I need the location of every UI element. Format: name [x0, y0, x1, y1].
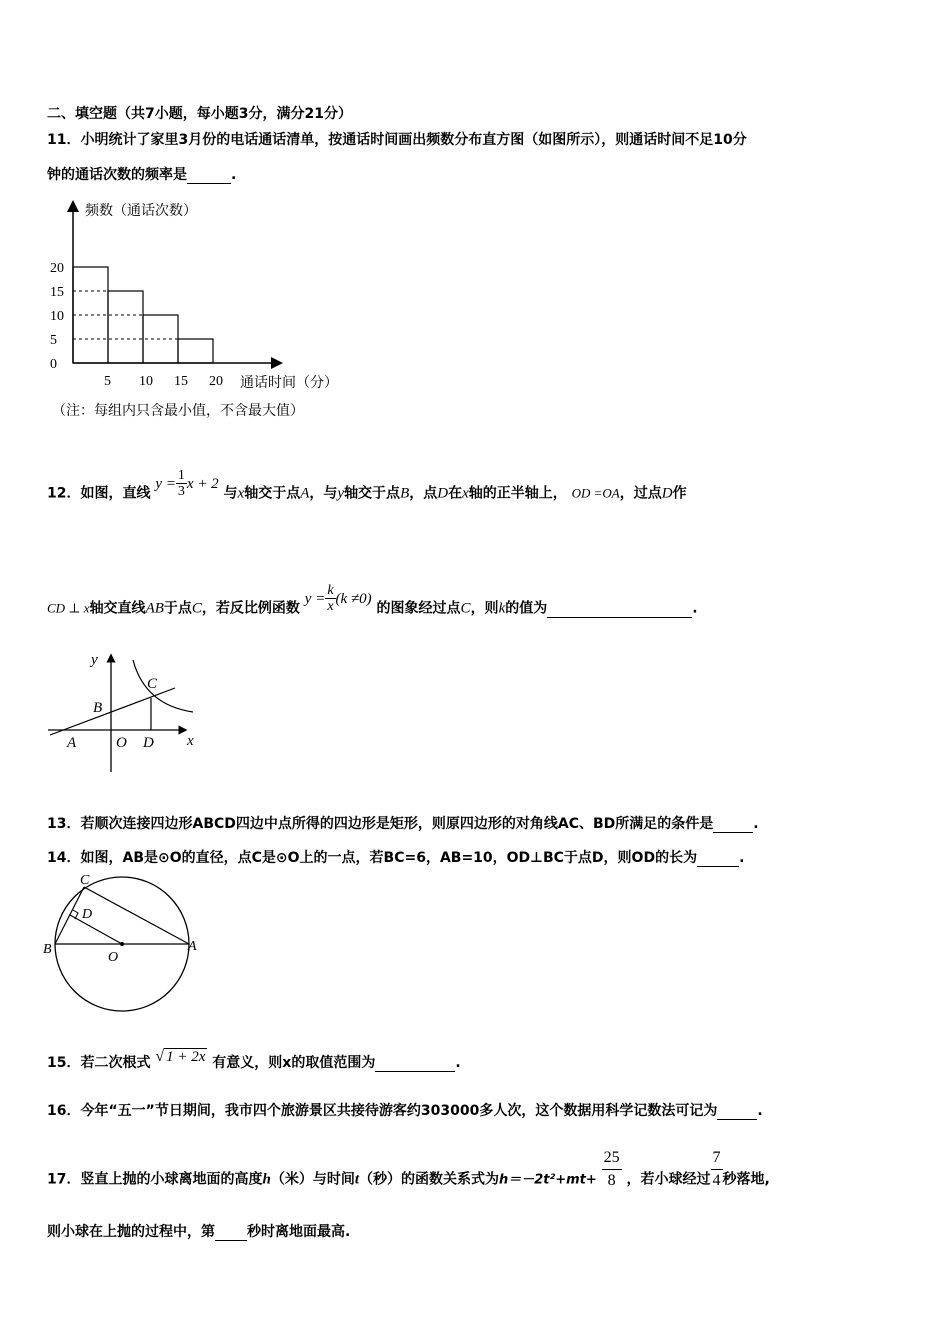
- x-tick-20: 20: [209, 374, 223, 389]
- x-axis-label: 通话时间（分）: [240, 376, 338, 391]
- y-axis-label: 频数（通话次数）: [85, 204, 197, 219]
- q14-center-dot: [120, 942, 124, 946]
- q12-label-b: B: [93, 700, 103, 716]
- q12-inverse-fraction: $\frac{k}{x}$: [327, 583, 334, 614]
- histogram-bar-0-5: [73, 267, 108, 363]
- q14-label-c: C: [80, 873, 90, 888]
- q15-answer-blank[interactable]: [375, 1055, 455, 1072]
- y-tick-0: 0: [50, 357, 57, 372]
- q14-label-d: D: [82, 907, 93, 922]
- q12-eq-y: y =: [155, 475, 176, 492]
- q12-label-y: y: [91, 652, 98, 668]
- y-tick-5: 5: [50, 333, 57, 348]
- histogram-bar-10-15: [143, 315, 178, 363]
- q11-chart-note: （注：每组内只含最小值，不含最大值）: [52, 403, 304, 419]
- histogram-bar-15-20: [178, 339, 213, 363]
- x-tick-15: 15: [174, 374, 188, 389]
- q12-line2: CD ⊥ x轴交直线AB于点C，若反比例函数 y = $\frac{k}{x}$ (k ≠0) 的图象经过点C，则k的值为 .: [47, 583, 698, 617]
- q12-label-x: x: [187, 733, 194, 749]
- q14-label-a: A: [188, 939, 197, 954]
- q17-line1: 17．竖直上抛的小球离地面的高度h（米）与时间t（秒）的函数关系式为h＝－2t²+mt+ $\frac{25}{8}$ ，若小球经过 $\frac{7}{4}$ 秒落地,: [47, 1157, 770, 1202]
- q14-figure: [42, 872, 202, 1012]
- q11-line2: [47, 164, 236, 184]
- q13-line: 13．若顺次连接四边形ABCD四边中点所得的四边形是矩形，则原四边形的对角线AC、BD所满足的条件是 .: [47, 816, 759, 832]
- q12-label-a: A: [67, 735, 77, 751]
- q11-line2-text: 钟的通话次数的频率是: [47, 167, 187, 183]
- q15-radical: √ 1 + 2x: [155, 1048, 206, 1065]
- q12-label-o: O: [116, 735, 127, 751]
- q12-fraction: $\frac{1}{3}$: [177, 468, 185, 499]
- y-tick-10: 10: [50, 309, 64, 324]
- y-tick-20: 20: [50, 261, 64, 276]
- q11-answer-blank[interactable]: [187, 167, 231, 184]
- q17-fraction-7-4: $\frac{7}{4}$: [712, 1149, 721, 1189]
- q12-line-ab: [50, 688, 175, 735]
- q14-answer-blank[interactable]: [697, 850, 739, 867]
- q12-label-d: D: [143, 735, 154, 751]
- q12-figure: [45, 650, 205, 780]
- q14-line: 14．如图，AB是⊙O的直径，点C是⊙O上的一点，若BC=6，AB=10，OD⊥BC于点D，则OD的长为 .: [47, 850, 745, 866]
- q17-fraction-25-8: $\frac{25}{8}$: [603, 1149, 620, 1189]
- q12-eq-rest: x + 2: [186, 475, 219, 492]
- histogram-bar-5-10: [108, 291, 143, 363]
- q13-answer-blank[interactable]: [713, 816, 753, 833]
- q16-answer-blank[interactable]: [717, 1103, 757, 1120]
- q12-cd-perp: CD ⊥ x: [47, 600, 90, 616]
- q12-label-c: C: [147, 676, 158, 692]
- x-tick-5: 5: [104, 374, 111, 389]
- q15-line: 15．若二次根式 √ 1 + 2x 有意义，则x的取值范围为 .: [47, 1048, 461, 1071]
- q11-line1: 11．小明统计了家里3月份的电话通话清单，按通话时间画出频数分布直方图（如图所示），则通话时间不足10分: [47, 132, 747, 148]
- q12-hyperbola: [133, 660, 193, 712]
- q12-number: 12．如图，直线: [47, 485, 151, 502]
- q12-answer-blank[interactable]: [547, 601, 692, 618]
- q17-line2: 则小球在上抛的过程中，第 秒时离地面最高.: [47, 1224, 351, 1240]
- y-tick-15: 15: [50, 285, 64, 300]
- q16-line: 16．今年“五一”节日期间，我市四个旅游景区共接待游客约303000多人次，这个数据用科学记数法可记为 .: [47, 1103, 763, 1119]
- q14-chord-bc: [55, 887, 84, 944]
- q14-segment-od: [70, 915, 122, 944]
- q17-answer-blank[interactable]: [215, 1224, 247, 1241]
- section-title: 二、填空题（共7小题，每小题3分，满分21分）: [47, 106, 352, 122]
- q14-label-b: B: [43, 942, 52, 957]
- q14-chord-ca: [84, 887, 189, 944]
- q11-end: .: [231, 167, 237, 183]
- q12-line1: 12．如图，直线 y = $\frac{1}{3}$ x + 2 与x轴交于点A，与y轴交于点B，点D在x轴的正半轴上， OD =OA，过点D作: [47, 468, 687, 502]
- x-tick-10: 10: [139, 374, 153, 389]
- q14-label-o: O: [108, 950, 119, 965]
- histogram-chart: [40, 195, 370, 425]
